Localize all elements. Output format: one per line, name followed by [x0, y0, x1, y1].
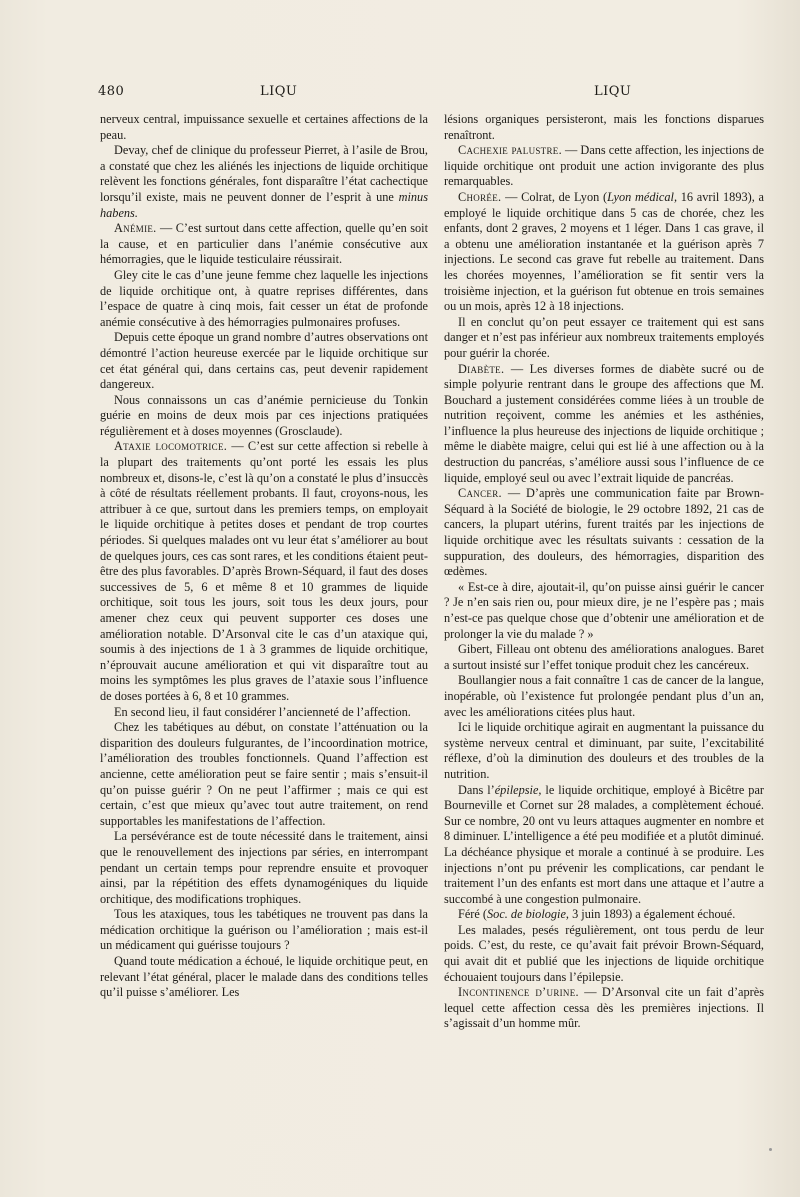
section-heading: Anémie. [114, 221, 157, 236]
page-number: 480 [98, 84, 125, 99]
paragraph [444, 190, 764, 315]
text-run: « Est-ce à dire, ajoutait-il, qu’on puisse ainsi guérir le cancer ? Je n’en sais rien ou, pour mieux dire, je ne l’espère pas ; mais n’est-ce pas quelque chose que d’obtenir une amélioration et de prolonger la vie du malade ? » [444, 579, 764, 641]
section-heading: Cancer. [458, 486, 502, 501]
text-run: nerveux central, impuissance sexuelle et certaines affections de la peau. [100, 112, 428, 142]
section-heading: Diabète. [458, 361, 505, 376]
paragraph [100, 330, 428, 392]
text-run: — Les diverses formes de diabète sucré ou de simple polyurie rentrant dans le groupe des affections que M. Bouchard a justement considérées comme liées à un trouble de nutrition reçoivent, comme les anémies et les asthénies, l’influence la plus heureuse des injections de liquide orchitique ; même le diabète maigre, celui qui est lié à une affection ou à la destruction du pancréas, s’améliore aussi sous l’influence de ce liquide, employé seul ou avec l’extrait liquide de pancréas. [444, 361, 764, 485]
text-run: — D’après une communication faite par Brown-Séquard à la Société de biologie, le 29 octobre 1892, 21 cas de cancers, la plupart utérins, furent traités par les injections de liquide orchitique avec les résultats suivants : cessation de la suppuration, des douleurs, des hémorragies, disparition des œdèmes. [444, 486, 764, 579]
paragraph [444, 985, 764, 1032]
text-run: — D’Arsonval cite un fait d’après lequel cette affection cessa dès les premières injections. Il s’agissait d’un homme mûr. [444, 985, 764, 1031]
text-run: Devay, chef de clinique du professeur Pierret, à l’asile de Brou, a constaté que chez les aliénés les injections de liquide orchitique relèvent les fonctions générales, font disparaître l’état cachectique lorsqu’il existe, mais ne peuvent donner de l’esprit à une [100, 143, 428, 204]
paragraph [100, 112, 428, 143]
text-run: Dans l’ [458, 782, 495, 797]
text-run: 16 avril 1893), a employé le liquide orchitique dans 5 cas de chorée, chez les enfants, dont 2 graves, 2 moyens et 1 léger. Dans 1 cas grave, il a obtenu une amélioration instantanée et la guérison après 7 injections. Le second cas grave fut rebelle au traitement. Dans les chorées moyennes, l’amélioration se fit sentir vers la troisième injection, et la guérison fut obtenue en trois semaines ou un mois, après 12 à 18 injections. [444, 189, 764, 314]
italic-text: épilepsie, [494, 782, 542, 797]
italic-text: Soc. de biologie, [487, 907, 569, 922]
text-run: Quand toute médication a échoué, le liquide orchitique peut, en relevant l’état général, placer le malade dans des conditions telles qu’il puisse s’améliorer. Les [100, 954, 428, 1000]
paragraph [100, 705, 428, 721]
italic-text: minus habens. [100, 189, 428, 220]
text-run: Ici le liquide orchitique agirait en augmentant la puissance du système nerveux central et diminuant, par suite, l’excitabilité réflexe, d’où la diminution des douleurs et des troubles de la nutrition. [444, 720, 764, 781]
text-run: Gley cite le cas d’une jeune femme chez laquelle les injections de liquide orchitique ont, à quatre reprises différentes, dans l’espace de quatre à cinq mois, fait cesser un état de profonde anémie consécutive à des hémorragies pulmonaires profuses. [100, 267, 428, 329]
text-run: Gibert, Filleau ont obtenu des améliorations analogues. Baret a surtout insisté sur l’effet tonique produit chez les cancéreux. [444, 642, 764, 672]
text-run: Il en conclut qu’on peut essayer ce traitement qui est sans danger et n’est pas inférieur aux nombreux traitements employés pour guérir la chorée. [444, 314, 764, 360]
section-heading: Chorée. [458, 189, 502, 204]
text-run: — Dans cette affection, les injections de liquide orchitique ont produit une action invigorante des plus remarquables. [444, 143, 764, 189]
text-run: Depuis cette époque un grand nombre d’autres observations ont démontré l’action heureuse exercée par le liquide orchitique sur cet état général qui, dans certains cas, peut devenir rapidement dangereux. [100, 330, 428, 392]
running-head-left: LIQU [260, 84, 298, 99]
paragraph [444, 486, 764, 580]
paragraph [444, 783, 764, 908]
text-run: le liquide orchitique, employé à Bicêtre par Bourneville et Cornet sur 28 malades, a complètement échoué. Sur ce nombre, 20 ont vu leurs attaques augmenter en nombre et 8 diminuer. L’intelligence a été peu modifiée et a plutôt diminué. La déchéance physique et morale a continué à se produire. Les injections n’ont pu prévenir les complications, car pendant le traitement l’un des enfants est mort dans une attaque et l’autre a succombé à une congestion pulmonaire. [444, 782, 764, 906]
paragraph [444, 673, 764, 720]
paragraph [444, 642, 764, 673]
paragraph [100, 143, 428, 221]
text-run: La persévérance est de toute nécessité dans le traitement, ainsi que le renouvellement des injections par séries, en interrompant pendant un certain temps pour reprendre ensuite et provoquer ainsi, par la répétition des effets dynamogéniques du liquide orchitique, des modifications trophiques. [100, 829, 428, 906]
paragraph [100, 907, 428, 954]
italic-text: Lyon médical, [607, 189, 678, 204]
paragraph [100, 829, 428, 907]
text-run: — C’est surtout dans cette affection, quelle qu’en soit la cause, et en particulier dans l’anémie consécutive aux hémorragies, que le liquide testiculaire réussirait. [100, 221, 428, 267]
paragraph [100, 439, 428, 704]
paragraph [444, 112, 764, 143]
paragraph [444, 143, 764, 190]
paragraph [444, 907, 764, 923]
paragraph [444, 315, 764, 362]
section-heading: Ataxie locomotrice. [114, 439, 228, 454]
text-run: — Colrat, de Lyon ( [501, 189, 608, 204]
section-heading: Incontinence d’urine. [458, 985, 579, 1000]
paragraph [100, 720, 428, 829]
running-head-right: LIQU [594, 84, 632, 99]
paragraph [444, 580, 764, 642]
text-run: Tous les ataxiques, tous les tabétiques ne trouvent pas dans la médication orchitique la guérison ou l’amélioration ; mais est-il un médicament qui guérisse toujours ? [100, 907, 428, 953]
paragraph [444, 362, 764, 487]
paragraph [100, 221, 428, 268]
left-column [100, 112, 428, 1001]
paragraph [100, 268, 428, 330]
paragraph [100, 954, 428, 1001]
text-run: Chez les tabétiques au début, on constate l’atténuation ou la disparition des douleurs fulgurantes, de l’incoordination motrice, l’amélioration des troubles fonctionnels. Quand l’affection est ancienne, cette amélioration peut se faire sentir ; mais s’ensuit-il qu’on puisse guérir ? On ne peut l’affirmer ; mais ce qui est certain, c’est que mieux qu’avec tout autre traitement, on rend supportables les manifestations de l’affection. [100, 720, 428, 828]
text-run: En second lieu, il faut considérer l’ancienneté de l’affection. [114, 704, 411, 719]
text-run: Les malades, pesés régulièrement, ont tous perdu de leur poids. C’est, du reste, ce qu’avait fait prévoir Brown-Séquard, qui avait dit et publié que les injections de liquide orchitique échouaient toujours dans l’épilepsie. [444, 922, 764, 984]
paper-speck [769, 1148, 772, 1151]
text-run: Féré ( [458, 907, 488, 922]
running-header [98, 84, 738, 104]
text-run: Nous connaissons un cas d’anémie pernicieuse du Tonkin guérie en moins de deux mois par ces injections pratiquées régulièrement et à doses moyennes (Grosclaude). [100, 392, 428, 438]
paragraph [444, 923, 764, 985]
text-run: — C’est sur cette affection si rebelle à la plupart des traitements qu’ont porté les essais les plus nombreux et, disons-le, c’est là qu’on a constaté le plus d’insuccès à côté de résultats réellement probants. Il faut, croyons-nous, les attribuer à ce que, surtout dans les premiers temps, on employait le liquide orchitique à petites doses et pendant de trop courtes périodes. Si quelques malades ont vu leur état s’améliorer au bout de quelques jours, ces cas sont rares, et les conditions étaient peut-être des plus favorables. D’après Brown-Séquard, il faut des doses successives de 5, 6 et même 8 et 10 grammes de liquide orchitique, soit tous les jours, soit tous les deux jours, pour amener chez ceux qui peuvent supporter ces doses une amélioration notable. D’Arsonval cite le cas d’un ataxique qui, soumis à des injections de 1 à 3 grammes de liquide orchitique, n’éprouvait aucune amélioration et qui vit disparaître tout au moins les symptômes les plus graves de l’ataxie sous l’influence de doses portées à 6, 8 et 10 grammes. [100, 439, 429, 703]
text-run: Boullangier nous a fait connaître 1 cas de cancer de la langue, inopérable, où l’existence fut prolongée pendant plus d’un an, avec les améliorations citées plus haut. [444, 673, 764, 719]
paragraph [100, 393, 428, 440]
text-run: 3 juin 1893) a également échoué. [569, 907, 736, 922]
text-run: lésions organiques persisteront, mais les fonctions disparues renaîtront. [444, 112, 764, 142]
section-heading: Cachexie palustre. [458, 143, 562, 158]
right-column [444, 112, 764, 1032]
paragraph [444, 720, 764, 782]
